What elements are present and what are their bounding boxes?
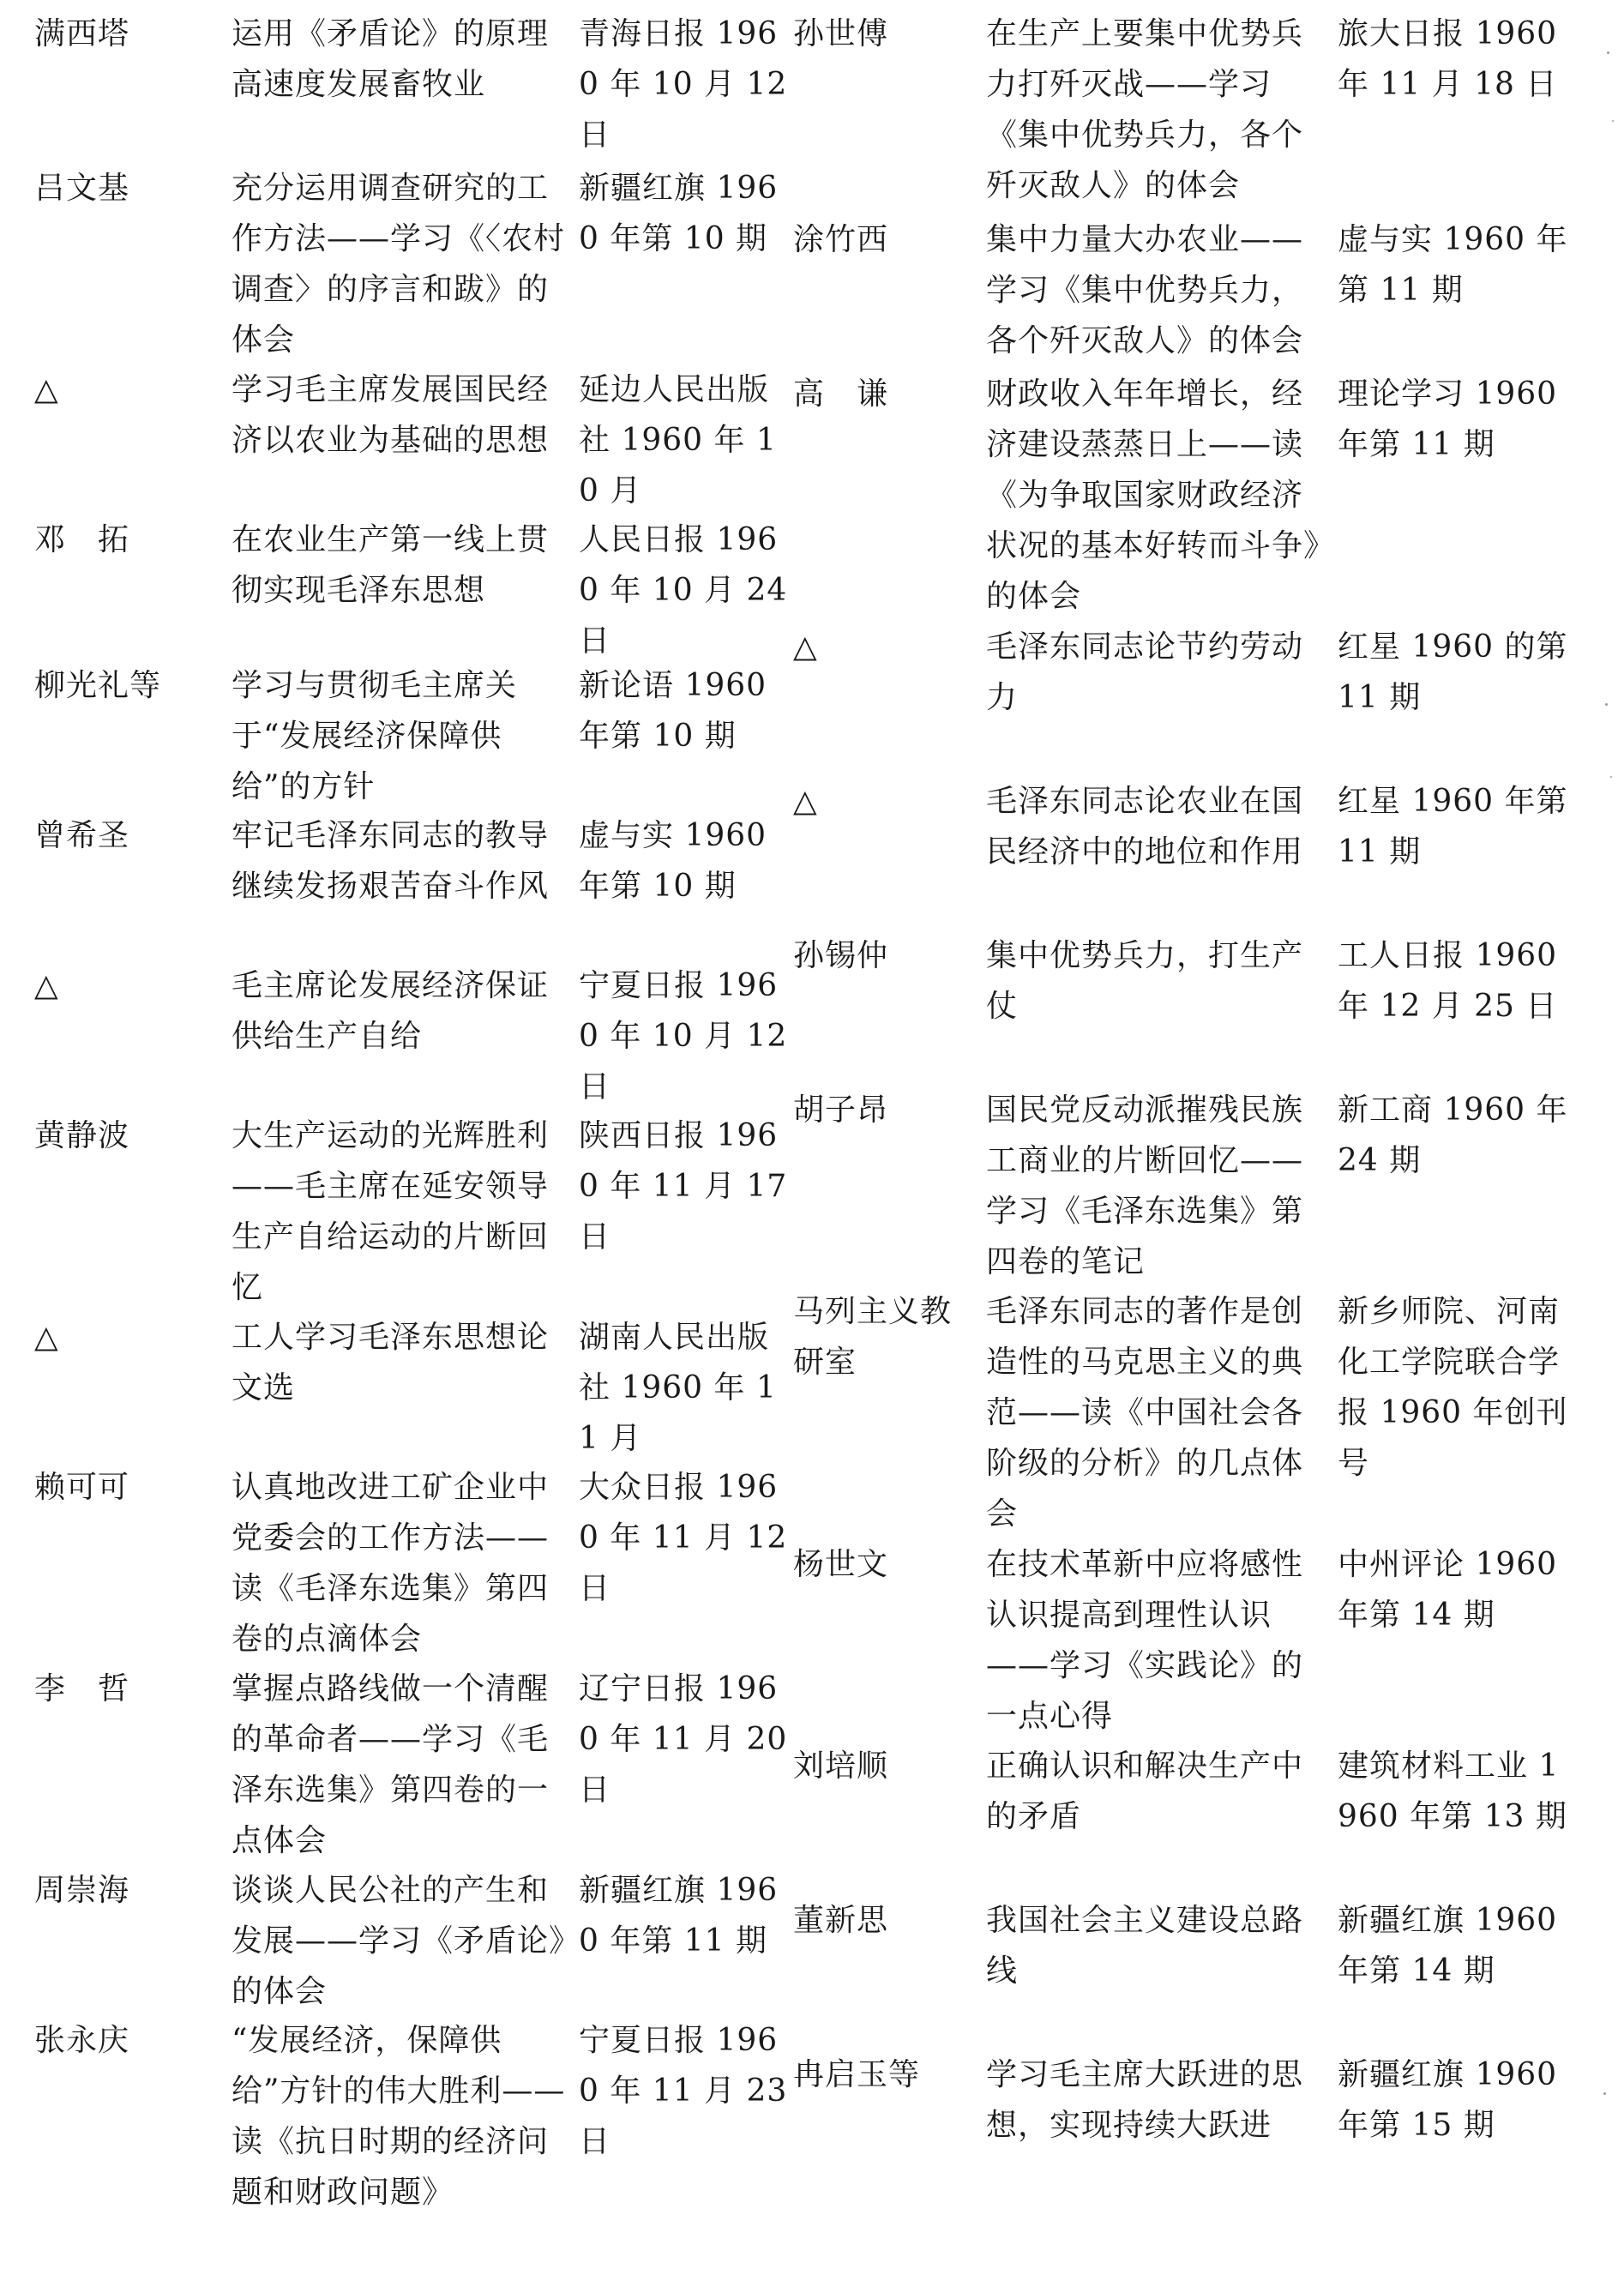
entry-source: 大众日报 1960 年 11 月 12 日 [579,1470,788,1606]
entry-source: 陕西日报 1960 年 11 月 17 日 [579,1118,788,1255]
entry-author: 冉启玉等 [793,2057,921,2092]
entry-title: 认真地改进工矿企业中党委会的工作方法——读《毛泽东选集》第四卷的点滴体会 [232,1470,550,1657]
entry-title: 运用《矛盾论》的原理高速度发展畜牧业 [232,16,550,102]
entry-title: 国民党反动派摧残民族工商业的片断回忆——学习《毛泽东选集》第四卷的笔记 [986,1092,1304,1279]
speck [1612,120,1614,122]
entry-title: “发展经济，保障供给”方针的伟大胜利——读《抗日时期的经济问题和财政问题》 [232,2023,566,2210]
entry-title: 毛主席论发展经济保证供给生产自给 [232,968,550,1054]
entry-source: 湖南人民出版社 1960 年 11 月 [579,1320,777,1456]
entry-source: 青海日报 1960 年 10 月 12 日 [579,16,788,153]
speck [1603,2092,1606,2095]
entry-author: 张永庆 [34,2023,130,2058]
entry-author: 涂竹西 [793,222,889,257]
entry-title: 牢记毛泽东同志的教导继续发扬艰苦奋斗作风 [232,818,550,904]
entry-source: 红星 1960 的第 11 期 [1338,629,1568,715]
entry-title: 财政收入年年增长，经济建设蒸蒸日上——读《为争取国家财政经济状况的基本好转而斗争》的体会 [986,376,1320,614]
entry-title: 掌握点路线做一个清醒的革命者——学习《毛泽东选集》第四卷的一点体会 [232,1671,550,1858]
entry-source: 新论语 1960 年第 10 期 [579,668,767,754]
speck [1610,776,1612,778]
entry-title: 毛泽东同志论节约劳动力 [986,629,1304,715]
entry-author: 高 谦 [793,376,889,412]
entry-title: 学习毛主席发展国民经济以农业为基础的思想 [232,372,550,458]
entry-author: 赖可可 [34,1470,130,1505]
left-column [34,0,789,2281]
speck [1605,703,1608,706]
entry-source: 中州评论 1960 年第 14 期 [1338,1547,1558,1633]
entry-title: 毛泽东同志的著作是创造性的马克思主义的典范——读《中国社会各阶级的分析》的几点体会 [986,1294,1304,1532]
entry-source: 虚与实 1960 年第 11 期 [1338,222,1568,308]
entry-author: △ [34,1320,59,1355]
entry-title: 在生产上要集中优势兵力打歼灭战——学习《集中优势兵力，各个歼灭敌人》的体会 [986,16,1304,203]
entry-author: 董新思 [793,1903,889,1938]
entry-author: △ [793,784,818,819]
entry-author: △ [34,968,59,1003]
entry-source: 新疆红旗 1960 年第 14 期 [1338,1903,1558,1989]
entry-title: 谈谈人民公社的产生和发展——学习《矛盾论》的体会 [232,1873,566,2009]
entry-source: 辽宁日报 1960 年 11 月 20 日 [579,1671,788,1808]
scan-noise [1600,0,1624,2281]
entry-source: 新疆红旗 1960 年第 10 期 [579,171,779,256]
entry-title: 我国社会主义建设总路线 [986,1903,1304,1989]
entry-source: 延边人民出版社 1960 年 10 月 [579,372,777,509]
entry-source: 虚与实 1960 年第 10 期 [579,818,767,904]
entry-source: 理论学习 1960 年第 11 期 [1338,376,1558,462]
entry-title: 大生产运动的光辉胜利——毛主席在延安领导生产自给运动的片断回忆 [232,1118,550,1305]
entry-source: 宁夏日报 1960 年 11 月 23 日 [579,2023,788,2159]
entry-title: 学习与贯彻毛主席关于“发展经济保障供给”的方针 [232,668,518,804]
entry-title: 毛泽东同志论农业在国民经济中的地位和作用 [986,784,1304,870]
entry-author: 孙世傅 [793,16,889,51]
right-column [793,0,1599,2281]
entry-title: 充分运用调查研究的工作方法——学习《〈农村调查〉的序言和跋》的体会 [232,171,566,358]
entry-author: 曾希圣 [34,818,130,853]
entry-source: 工人日报 1960 年 12 月 25 日 [1338,938,1558,1024]
entry-author: △ [34,372,59,407]
entry-title: 工人学习毛泽东思想论文选 [232,1320,550,1405]
entry-source: 人民日报 1960 年 10 月 24 日 [579,522,788,659]
entry-author: 刘培顺 [793,1748,889,1784]
entry-title: 正确认识和解决生产中的矛盾 [986,1748,1304,1834]
entry-source: 红星 1960 年第 11 期 [1338,784,1568,870]
entry-source: 宁夏日报 1960 年 10 月 12 日 [579,968,788,1104]
entry-source: 建筑材料工业 1960 年第 13 期 [1338,1748,1567,1834]
entry-author: △ [793,629,818,665]
entry-author: 胡子昂 [793,1092,889,1128]
entry-author: 孙锡仲 [793,938,889,973]
entry-author: 邓 拓 [34,522,130,557]
entry-title: 在技术革新中应将感性认识提高到理性认识——学习《实践论》的一点心得 [986,1547,1304,1734]
entry-title: 集中力量大办农业——学习《集中优势兵力，各个歼灭敌人》的体会 [986,222,1304,358]
entry-author: 吕文基 [34,171,130,206]
entry-author: 柳光礼等 [34,668,162,703]
entry-source: 新工商 1960 年 24 期 [1338,1092,1568,1178]
speck [1607,51,1609,54]
entry-author: 周崇海 [34,1873,130,1908]
entry-source: 新乡师院、河南化工学院联合学报 1960 年创刊号 [1338,1294,1568,1481]
entry-author: 黄静波 [34,1118,130,1153]
entry-source: 新疆红旗 1960 年第 11 期 [579,1873,779,1959]
entry-author: 满西塔 [34,16,130,51]
entry-title: 集中优势兵力，打生产仗 [986,938,1304,1024]
entry-author: 马列主义教研室 [793,1294,953,1380]
entry-title: 学习毛主席大跃进的思想，实现持续大跃进 [986,2057,1304,2143]
entry-author: 李 哲 [34,1671,130,1706]
entry-author: 杨世文 [793,1547,889,1582]
entry-source: 旅大日报 1960 年 11 月 18 日 [1338,16,1558,102]
entry-source: 新疆红旗 1960 年第 15 期 [1338,2057,1558,2143]
entry-title: 在农业生产第一线上贯彻实现毛泽东思想 [232,522,550,608]
